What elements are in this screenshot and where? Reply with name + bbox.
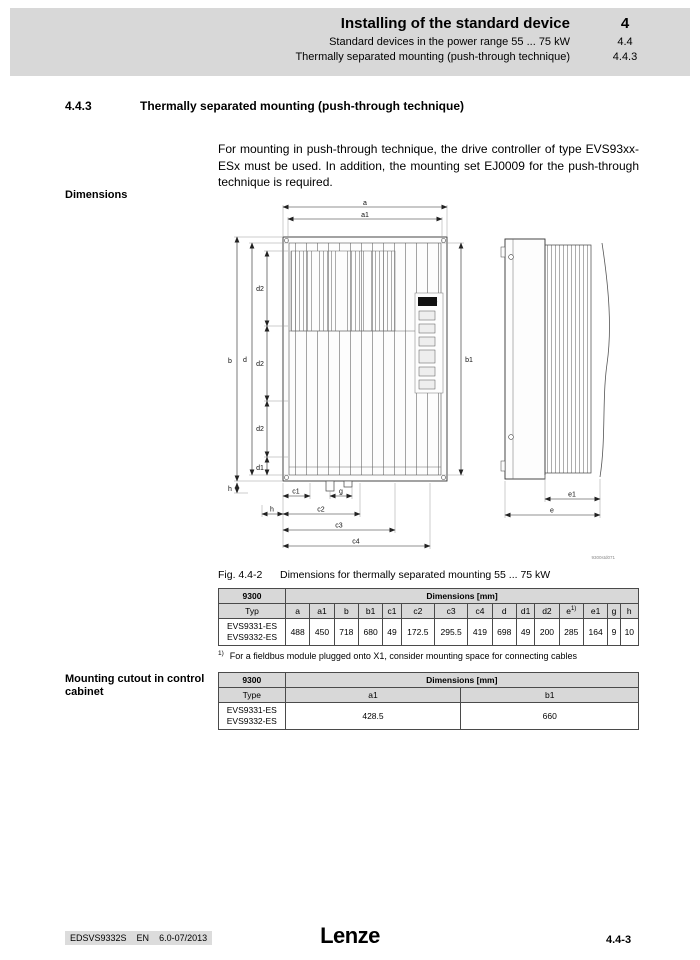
col-header-type: Type — [219, 688, 286, 703]
dim-label-c1: c1 — [292, 488, 300, 496]
doc-id-code: EDSVS9332S — [70, 933, 127, 943]
footnote-text: For a fieldbus module plugged onto X1, consider mounting space for connecting cables — [229, 651, 577, 661]
table-product: 9300 — [219, 673, 286, 688]
col-header-a: a — [286, 604, 310, 619]
chapter-number-2: 4.4 — [617, 36, 633, 48]
section-heading — [65, 99, 464, 113]
dim-label-e: e — [550, 507, 554, 515]
value-cell: 680 — [358, 619, 382, 646]
doc-title: Installing of the standard device — [340, 15, 570, 32]
cutout-table-wrap — [218, 672, 639, 730]
front-view — [283, 237, 447, 491]
value-cell: 698 — [492, 619, 516, 646]
col-header-c4: c4 — [468, 604, 492, 619]
value-cell: 295.5 — [434, 619, 467, 646]
dim-label-c4: c4 — [352, 538, 360, 546]
cutout-table — [218, 672, 639, 730]
type-cell: EVS9331-ES EVS9332-ES — [219, 703, 286, 730]
col-header-g: g — [608, 604, 620, 619]
footnote-marker: 1) — [218, 650, 224, 657]
dim-label-d2-2: d2 — [256, 361, 264, 368]
dim-label-h-bottom: h — [270, 506, 274, 514]
dim-label-b: b — [228, 358, 232, 365]
dim-label-e1: e1 — [568, 491, 576, 499]
dim-label-a1: a1 — [361, 212, 369, 219]
dim-bottom — [262, 483, 430, 549]
dim-label-d2-1: d2 — [256, 286, 264, 293]
col-header-d2: d2 — [535, 604, 559, 619]
value-cell: 718 — [334, 619, 358, 646]
side-view — [501, 239, 609, 518]
value-cell: 49 — [383, 619, 401, 646]
table-product: 9300 — [219, 589, 286, 604]
doc-id-version: 6.0-07/2013 — [159, 933, 208, 943]
drawing-code: 9300std071 — [591, 555, 615, 560]
col-header-c3: c3 — [434, 604, 467, 619]
table-header: Dimensions [mm] — [286, 589, 639, 604]
figure-caption — [218, 569, 550, 581]
value-cell: 9 — [608, 619, 620, 646]
margin-label-cutout: Mounting cutout in control cabinet — [65, 673, 205, 698]
table-row — [219, 619, 639, 646]
table-row — [219, 688, 639, 703]
type-cell: EVS9331-ES EVS9332-ES — [219, 619, 286, 646]
dim-label-g: g — [339, 488, 343, 496]
dimensions-table-wrap — [218, 588, 639, 646]
intro-paragraph: For mounting in push-through technique, the drive controller of type EVS93xx-ESx must be used. In addition, the mounting set EJ0009 for the push-through technique is required. — [218, 142, 639, 189]
col-header-d1: d1 — [516, 604, 534, 619]
table-row — [219, 673, 639, 688]
dim-label-h-left: h — [228, 486, 232, 493]
value-cell: 49 — [516, 619, 534, 646]
margin-label-dimensions: Dimensions — [65, 189, 128, 201]
dim-label-d1: d1 — [256, 465, 264, 472]
table-row — [219, 589, 639, 604]
col-header-a1: a1 — [310, 604, 334, 619]
value-cell: 285 — [559, 619, 583, 646]
col-header-a1: a1 — [285, 688, 461, 703]
section-title: Thermally separated mounting (push-through technique) — [140, 99, 465, 113]
value-cell: 419 — [468, 619, 492, 646]
figure-number: Fig. 4.4-2 — [218, 569, 263, 581]
dim-left — [228, 237, 288, 493]
device-logo-text: Lenze — [417, 298, 438, 306]
dim-label-c2: c2 — [317, 506, 325, 514]
col-header-b: b — [334, 604, 358, 619]
doc-subtitle-1: Standard devices in the power range 55 ... 75 kW — [329, 36, 570, 48]
dim-label-d: d — [243, 357, 247, 364]
footnote-marker: 1) — [570, 606, 577, 613]
dimension-drawing-svg — [218, 199, 638, 564]
technical-drawing — [218, 199, 638, 564]
lenze-logo: Lenze — [320, 923, 380, 948]
col-header-e1: e1 — [583, 604, 607, 619]
dim-label-b1: b1 — [465, 357, 473, 364]
col-header-b1: b1 — [358, 604, 382, 619]
value-cell: 164 — [583, 619, 607, 646]
col-header-type: Typ — [219, 604, 286, 619]
value-cell: 450 — [310, 619, 334, 646]
col-header-b1: b1 — [461, 688, 639, 703]
table-header: Dimensions [mm] — [285, 673, 638, 688]
table-row — [219, 703, 639, 730]
doc-subtitle-2: Thermally separated mounting (push-through technique) — [295, 51, 570, 63]
dimensions-table — [218, 588, 639, 646]
value-cell: 488 — [286, 619, 310, 646]
col-header-d: d — [492, 604, 516, 619]
figure-caption-text: Dimensions for thermally separated mounting 55 ... 75 kW — [280, 569, 551, 581]
section-number: 4.4.3 — [65, 99, 92, 113]
chapter-number-3: 4.4.3 — [612, 51, 638, 63]
value-cell: 660 — [461, 703, 639, 730]
doc-id-lang: EN — [136, 933, 150, 943]
dim-label-a: a — [363, 200, 367, 207]
value-cell: 10 — [620, 619, 638, 646]
col-header-c2: c2 — [401, 604, 434, 619]
dim-label-d2-3: d2 — [256, 426, 264, 433]
table-row — [219, 604, 639, 619]
dim-label-c3: c3 — [335, 522, 343, 530]
page-number: 4.4-3 — [606, 934, 632, 946]
col-header-c1: c1 — [383, 604, 401, 619]
footnote — [218, 651, 577, 661]
chapter-number: 4 — [620, 15, 630, 32]
value-cell: 172.5 — [401, 619, 434, 646]
value-cell: 428.5 — [285, 703, 461, 730]
value-cell: 200 — [535, 619, 559, 646]
col-header-h: h — [620, 604, 638, 619]
col-header-e: e$^{1)}$ — [559, 604, 583, 619]
page-header — [10, 8, 690, 76]
